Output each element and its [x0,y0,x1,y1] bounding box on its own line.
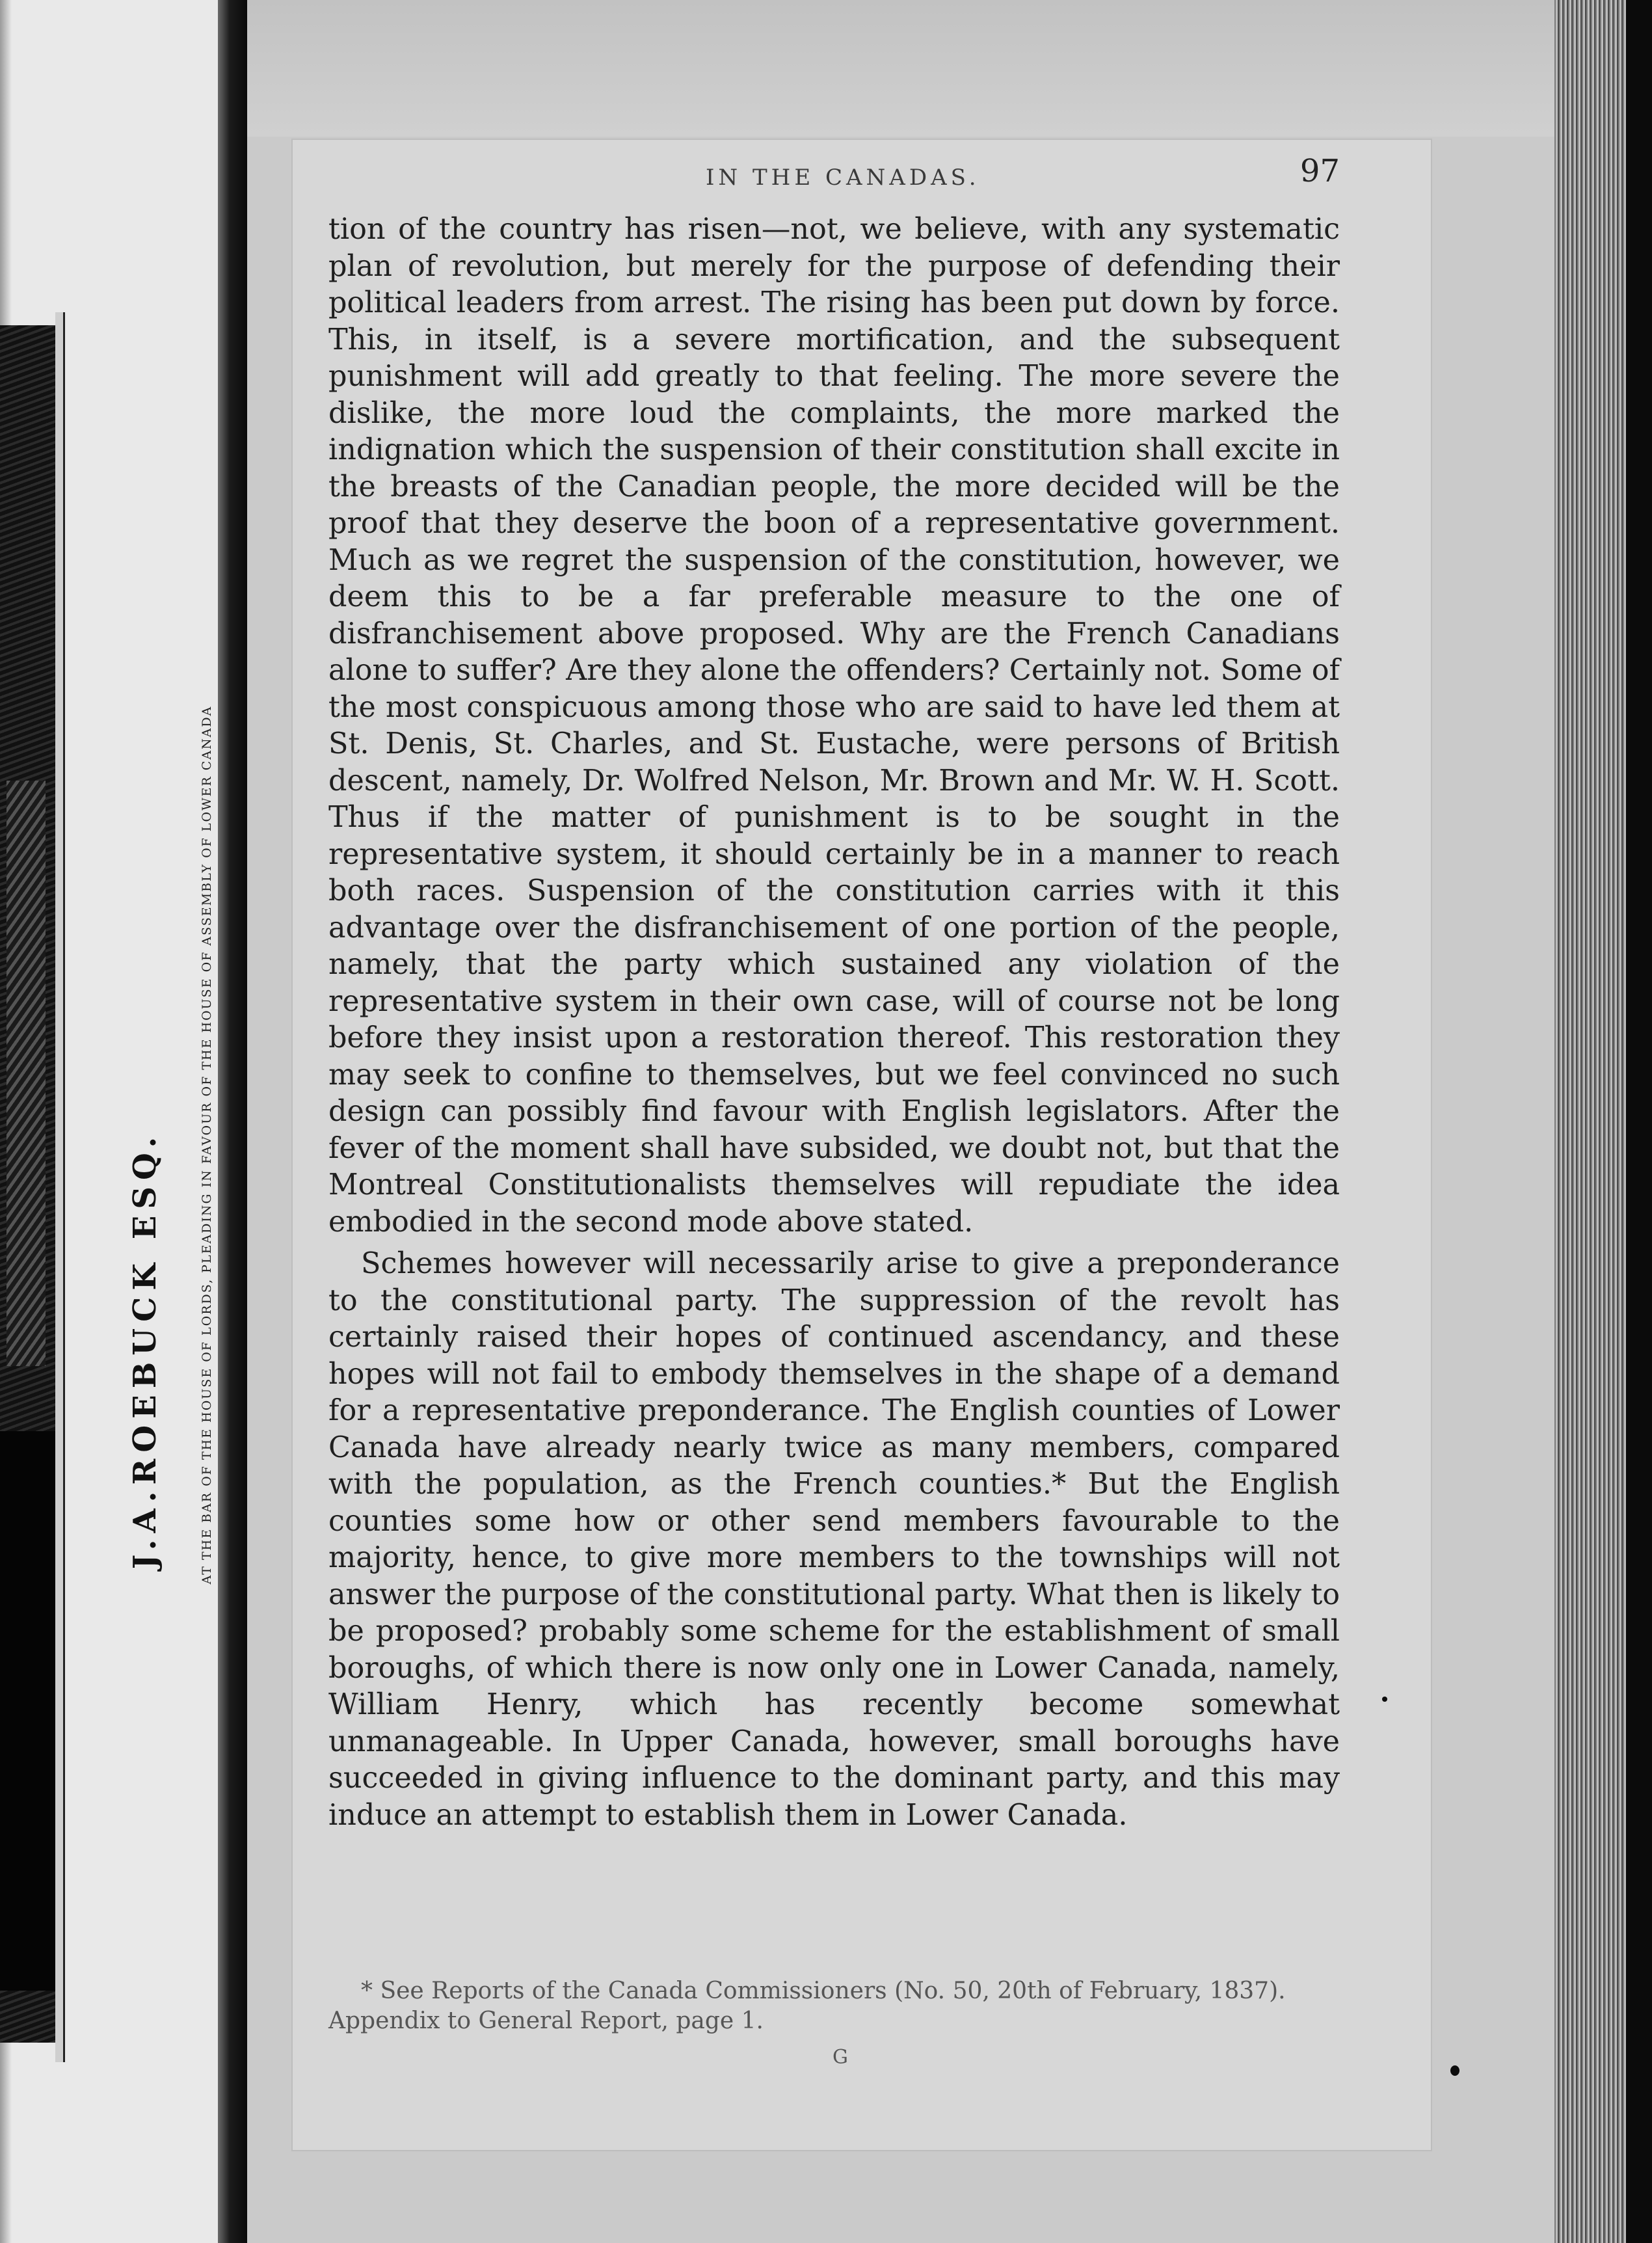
page-edges-stack [1554,0,1652,2243]
footnote: * See Reports of the Canada Commissioners (No. 50, 20th of February, 1837). Appendix to General Report, page 1. [328,1978,1286,2034]
facing-page [0,0,218,2243]
plate-caption-subtitle [197,705,217,1585]
ink-speck [1450,2065,1459,2076]
page-text-block [328,153,1340,2026]
page-number: 97 [1299,153,1340,189]
page-top-band [247,0,1554,137]
plate-caption-subtitle-text: AT THE BAR OF THE HOUSE OF LORDS, PLEADING IN FAVOUR OF THE HOUSE OF ASSEMBLY OF LOWER CANADA [200,705,214,1585]
book-gutter [218,0,247,2243]
ink-speck [1382,1697,1387,1702]
signature-mark: G [833,2046,848,2069]
plate-caption-name-text: J.A.ROEBUCK ESQ. [127,1130,163,1570]
running-head [328,153,1340,211]
paragraph-2: Schemes however will necessarily arise to give a preponderance to the constitutional party. The suppression of the revolt has certainly raised their hopes of continued ascendancy, and these hopes will not fail to embody themselves in the shape of a demand for a representative preponderance. The English counties of Lower Canada have already nearly twice as many members, compared with the population, as the French counties.* But the English counties some how or other send members favourable to the majority, hence, to give more members to the townships will not answer the purpose of the constitutional party. What then is likely to be proposed? probably some scheme for the establishment of small boroughs, of which there is now only one in Lower Canada, namely, William Henry, which has recently become somewhat unmanageable. In Upper Canada, however, small boroughs have succeeded in giving influence to the dominant party, and this may induce an attempt to establish them in Lower Canada. [328,1247,1340,1832]
plate-border [55,312,65,2062]
plate-shadow-area [0,1431,55,1991]
paragraph-1: tion of the country has risen—not, we believe, with any systematic plan of revolution, but merely for the purpose of defending their political leaders from arrest. The rising has been put down by force. This, in itself, is a severe mortification, and the subsequent punishment will add greatly to that feeling. The more severe the dislike, the more loud the complaints, the more marked the indignation which the suspension of their constitution shall excite in the breasts of the Canadian people, the more decided will be the proof that they deserve the boon of a representative government. Much as we regret the suspension of the constitution, however, we deem this to be a far preferable measure to the one of disfranchisement above proposed. Why are the French Canadians alone to suffer? Are they alone the offenders? Certainly not. Some of the most conspicuous among those who are said to have led them at St. Denis, St. Charles, and St. Eustache, were persons of British descent, namely, Dr. Wolfred Nelson, Mr. Brown and Mr. W. H. Scott. Thus if the matter of punishment is to be sought in the representative system, it should certainly be in a manner to reach both races. Suspension of the constitution carries with it this advantage over the disfranchisement of one portion of the people, namely, that the party which sustained any violation of the representative system in their own case, will of course not be long before they insist upon a restoration thereof. This restoration they may seek to confine to themselves, but we feel convinced no such design can possibly find favour with English legislators. After the fever of the moment shall have subsided, we doubt not, but that the Montreal Constitutionalists themselves will repudiate the idea embodied in the second mode above stated. [328,213,1340,1239]
book-edge-rim [1626,0,1652,2243]
plate-engraving-detail [7,781,46,1366]
engraved-plate-image [0,325,57,2043]
plate-caption-name [126,1130,165,1570]
running-head-title: IN THE CANADAS. [706,165,980,191]
